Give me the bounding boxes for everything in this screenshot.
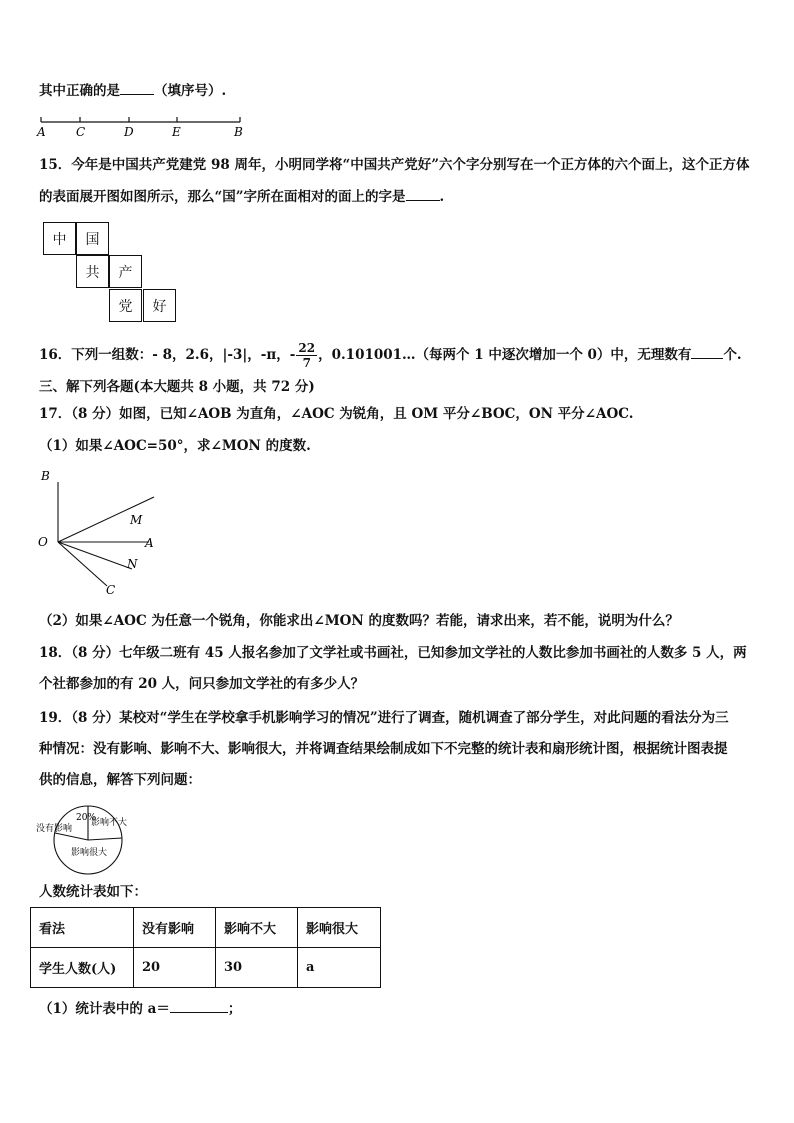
q19-line1: 19．（8 分）某校对“学生在学校拿手机影响学习的情况”进行了调查，随机调查了部分学生，对此问题的看法分为三 [39, 710, 729, 726]
q15-period: . [439, 189, 445, 205]
net-cell-zhong: 中 [43, 222, 76, 255]
table-row [31, 908, 381, 948]
label-c-point: C [106, 583, 116, 597]
angle-figure [34, 462, 164, 602]
pie-pct-label: 20% [76, 813, 97, 823]
pie-label-small: 影响不大 [91, 818, 128, 828]
table-cell: 没有影响 [134, 908, 216, 948]
label-e: E [172, 125, 181, 139]
q15-line1: 15．今年是中国共产党建党 98 周年，小明同学将“中国共产党好”六个字分别写在一个正方体的六个面上，这个正方体 [39, 157, 750, 173]
q16-frac-den: 7 [302, 356, 311, 370]
section-3-heading: 三、解下列各题(本大题共 8 小题，共 72 分) [39, 379, 315, 395]
table-cell: 看法 [31, 908, 134, 948]
q17-stem: 17．（8 分）如图，已知∠AOB 为直角，∠AOC 为锐角，且 OM 平分∠BOC，ON 平分∠AOC. [39, 406, 634, 422]
pie-label-big: 影响很大 [71, 848, 108, 858]
table-cell: 影响不大 [216, 908, 298, 948]
q16-prefix: 16．下列一组数： [39, 347, 153, 363]
table-cell: 30 [216, 948, 298, 988]
q18-line1: 18．（8 分）七年级二班有 45 人报名参加了文学社或书画社，已知参加文学社的人数比参加书画社的人数多 5 人，两 [39, 645, 747, 661]
q16-numbers: - 8，2.6，|-3|，-π，- [152, 347, 296, 363]
answer-prompt: 其中正确的是 [39, 83, 120, 99]
net-cell-guo: 国 [76, 222, 109, 255]
q19-blank[interactable] [170, 998, 228, 1013]
q16-frac-num: 22 [298, 341, 316, 355]
q15-line2-text: 的表面展开图如图所示，那么“国”字所在面相对的面上的字是 [39, 189, 406, 205]
table-row [31, 948, 381, 988]
stats-table [30, 907, 381, 988]
label-m-point: M [130, 513, 143, 527]
q17-part1: （1）如果∠AOC=50°，求∠MON 的度数. [39, 438, 311, 454]
q16-after: ，0.101001…（每两个 1 中逐次增加一个 0）中，无理数有 [318, 347, 692, 363]
q19-line2: 种情况：没有影响、影响不大、影响很大，并将调查结果绘制成如下不完整的统计表和扇形统计图，根据统计图表提 [39, 741, 728, 757]
label-n-point: N [127, 557, 138, 571]
q16-end: 个. [723, 347, 742, 363]
table-cell: a [298, 948, 381, 988]
net-cell-gong: 共 [76, 255, 109, 288]
q19-part1 [39, 998, 241, 1019]
segment-figure [34, 114, 249, 140]
q19-line3: 供的信息，解答下列问题： [39, 772, 201, 788]
net-cell-hao: 好 [143, 289, 176, 322]
net-cell-dang: 党 [109, 289, 142, 322]
label-b-point: B [41, 469, 50, 483]
q17-part2: （2）如果∠AOC 为任意一个锐角，你能求出∠MON 的度数吗？若能，请求出来，若不能，说明为什么？ [39, 613, 679, 629]
q16-line [39, 340, 742, 370]
answer-blank[interactable] [120, 80, 154, 95]
label-a-point: A [145, 536, 154, 550]
q19-part1-text: （1）统计表中的 a＝ [39, 1001, 170, 1017]
pie-label-none: 没有影响 [36, 824, 73, 834]
table-cell: 20 [134, 948, 216, 988]
q15-line2 [39, 186, 444, 207]
label-o-point: O [38, 535, 48, 549]
answer-suffix: （填序号）. [154, 83, 227, 99]
q18-line2: 个社都参加的有 20 人，问只参加文学社的有多少人？ [39, 676, 365, 692]
table-cell: 学生人数(人) [31, 948, 134, 988]
answer-line-14 [39, 80, 226, 101]
q16-blank[interactable] [691, 344, 723, 359]
table-cell: 影响很大 [298, 908, 381, 948]
q16-fraction [296, 341, 317, 370]
label-d: D [124, 125, 134, 139]
label-b: B [234, 125, 243, 139]
net-cell-chan: 产 [109, 255, 142, 288]
label-c: C [76, 125, 86, 139]
table-title: 人数统计表如下： [39, 884, 147, 900]
label-a: A [37, 125, 46, 139]
q15-blank[interactable] [406, 186, 440, 201]
pie-chart [34, 800, 144, 880]
q19-part1-end: ； [227, 1001, 242, 1017]
